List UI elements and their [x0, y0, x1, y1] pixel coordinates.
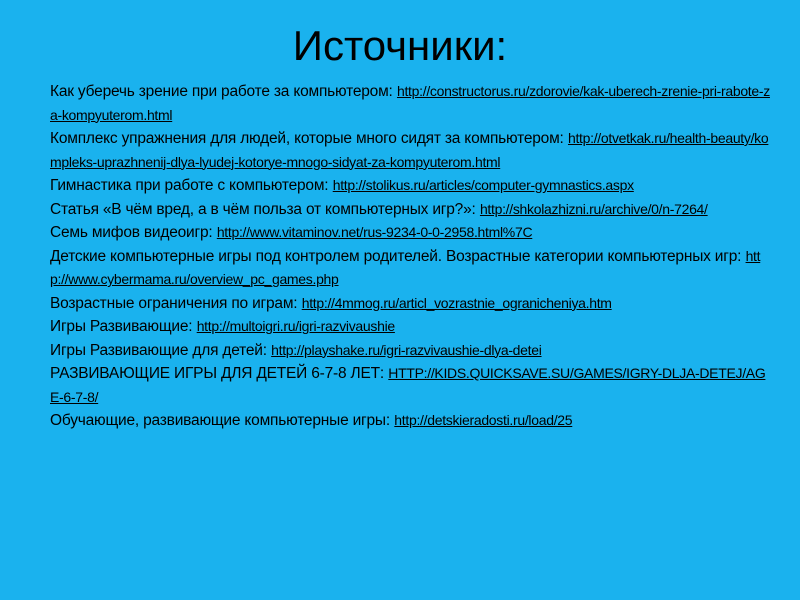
source-link[interactable]: http://shkolazhizni.ru/archive/0/n-7264/ [479, 200, 708, 217]
source-item [50, 292, 770, 316]
source-description: Детские компьютерные игры под контролем родителей. Возрастные категории компьютерных игр: [50, 247, 742, 265]
source-description: Обучающие, развивающие компьютерные игры: [50, 412, 390, 429]
sources-list [50, 80, 770, 433]
source-item [50, 198, 770, 222]
source-description: Игры Развивающие для детей: [50, 341, 267, 359]
source-description: РАЗВИВАЮЩИЕ ИГРЫ ДЛЯ ДЕТЕЙ 6-7-8 ЛЕТ: [50, 365, 384, 382]
source-description: Игры Развивающие: [50, 318, 193, 335]
source-link[interactable]: http://otvetkak.ru/health-beauty/kompleks-uprazhnenij-dlya-lyudej-kotorye-mnogo-sidyat-za-kompyuterom.html [50, 130, 769, 170]
source-link[interactable]: http://stolikus.ru/articles/computer-gymnastics.aspx [332, 177, 634, 193]
source-item [50, 80, 770, 127]
source-link[interactable]: http://www.cybermama.ru/overview_pc_games.php [50, 247, 761, 287]
source-item [50, 339, 770, 363]
source-item [50, 315, 770, 339]
source-link[interactable]: http://4mmog.ru/articl_vozrastnie_ogranicheniya.htm [301, 294, 612, 311]
source-description: Гимнастика при работе с компьютером: [50, 177, 329, 194]
source-item [50, 409, 770, 433]
source-link[interactable]: http://multoigri.ru/igri-razvivaushie [196, 318, 395, 334]
source-item [50, 127, 770, 174]
source-item [50, 221, 770, 245]
source-link[interactable]: http://playshake.ru/igri-razvivaushie-dlya-detei [271, 341, 542, 358]
source-link[interactable]: HTTP://KIDS.QUICKSAVE.SU/GAMES/IGRY-DLJA-DETEJ/AGE-6-7-8/ [50, 365, 766, 405]
source-description: Семь мифов видеоигр: [50, 224, 213, 241]
page-title: Источники: [292, 22, 508, 69]
source-description: Комплекс упражнения для людей, которые много сидят за компьютером: [50, 130, 564, 147]
source-description: Возрастные ограничения по играм: [50, 294, 298, 312]
source-description: Статья «В чём вред, а в чём польза от компьютерных игр?»: [50, 200, 476, 218]
source-link[interactable]: http://constructorus.ru/zdorovie/kak-uberech-zrenie-pri-rabote-za-kompyuterom.html [50, 83, 770, 123]
source-item [50, 245, 770, 292]
source-link[interactable]: http://www.vitaminov.net/rus-9234-0-0-2958.html%7C [216, 224, 533, 240]
source-link[interactable]: http://detskieradosti.ru/load/25 [394, 412, 573, 428]
source-item [50, 174, 770, 198]
source-description: Как уберечь зрение при работе за компьютером: [50, 83, 393, 100]
source-item [50, 362, 770, 409]
